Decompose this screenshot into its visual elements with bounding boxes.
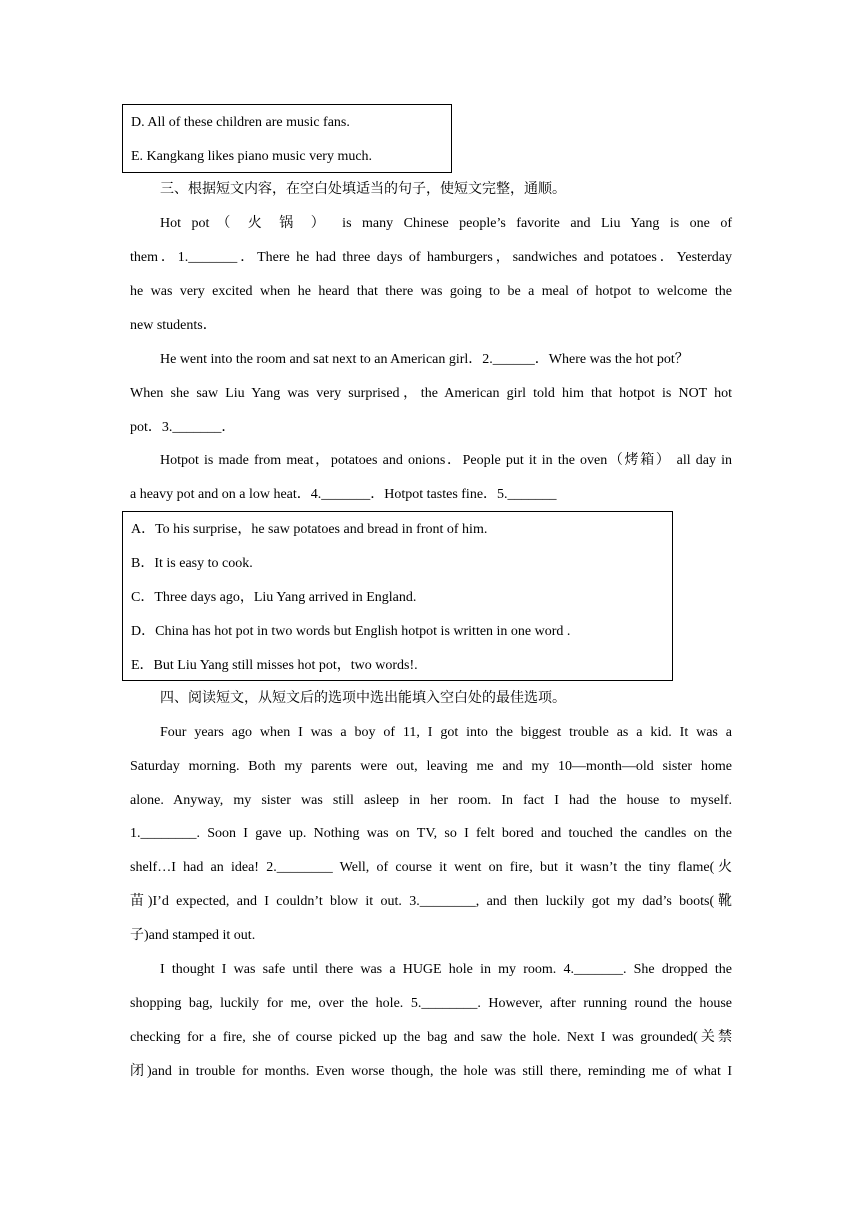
passage-3-line: When she saw Liu Yang was very surprised，the American girl told him that hotpot is NOT hot: [130, 386, 732, 401]
passage-3-line: He went into the room and sat next to an American girl．2.______．Where was the hot pot？: [160, 352, 689, 367]
option-e: E. Kangkang likes piano music very much.: [131, 149, 373, 164]
option-a: A．To his surprise，he saw potatoes and bread in front of him.: [131, 522, 488, 537]
option-e: E．But Liu Yang still misses hot pot，two words!.: [131, 658, 418, 673]
passage-4-line: Saturday morning. Both my parents were out, leaving me and my 10—month—old sister home: [130, 759, 732, 774]
passage-3-line: pot．3._______．: [130, 420, 236, 435]
passage-4-line: alone. Anyway, my sister was still asleep in her room. In fact I had the house to myself.: [130, 793, 732, 808]
option-c: C．Three days ago，Liu Yang arrived in England.: [131, 590, 417, 605]
section-3-heading: 三、根据短文内容，在空白处填适当的句子，使短文完整，通顺。: [160, 182, 566, 197]
passage-4-line: shelf…I had an idea! 2.________ Well, of course it went on fire, but it wasn’t the tiny flame(火: [130, 860, 732, 875]
option-d: D．China has hot pot in two words but English hotpot is written in one word .: [131, 624, 571, 639]
options-box-2: [122, 511, 673, 681]
passage-4-line: checking for a fire, she of course picked up the bag and saw the hole. Next I was grounded(关禁: [130, 1030, 732, 1045]
option-d: D. All of these children are music fans.: [131, 115, 350, 130]
passage-3-line: new students．: [130, 318, 217, 333]
passage-4-line: 1.________. Soon I gave up. Nothing was on TV, so I felt bored and touched the candles on the: [130, 826, 732, 841]
passage-4-line: shopping bag, luckily for me, over the hole. 5.________. However, after running round the house: [130, 996, 732, 1011]
passage-3-line: Hotpot is made from meat，potatoes and onions．People put it in the oven（烤箱） all day in: [160, 453, 732, 468]
passage-4-line: I thought I was safe until there was a HUGE hole in my room. 4._______. She dropped the: [160, 962, 732, 977]
passage-3-line: Hot pot（ 火 锅 ） is many Chinese people’s favorite and Liu Yang is one of: [160, 216, 732, 231]
passage-4-line: 闭)and in trouble for months. Even worse though, the hole was still there, reminding me of what I: [130, 1064, 732, 1079]
passage-3-line: he was very excited when he heard that there was going to be a meal of hotpot to welcome the: [130, 284, 732, 299]
passage-4-line: Four years ago when I was a boy of 11, I got into the biggest trouble as a kid. It was a: [160, 725, 732, 740]
passage-3-line: them．1._______．There he had three days of hamburgers，sandwiches and potatoes．Yesterday: [130, 250, 732, 265]
passage-4-line: 子)and stamped it out.: [130, 928, 256, 943]
passage-4-line: 苗)I’d expected, and I couldn’t blow it out. 3.________, and then luckily got my dad’s boots(靴: [130, 894, 732, 909]
options-box-1: [122, 104, 452, 173]
option-b: B．It is easy to cook.: [131, 556, 253, 571]
section-4-heading: 四、阅读短文，从短文后的选项中选出能填入空白处的最佳选项。: [160, 691, 566, 706]
passage-3-line: a heavy pot and on a low heat．4._______．Hotpot tastes fine．5._______: [130, 487, 557, 502]
